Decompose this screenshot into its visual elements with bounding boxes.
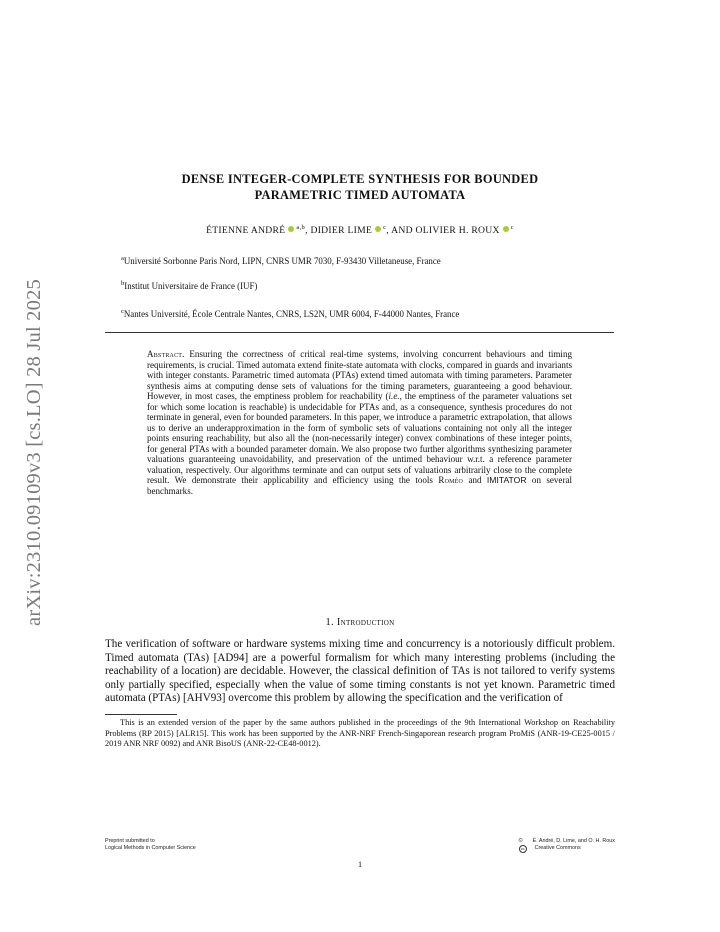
intro-text: The verification of software or hardware systems mixing time and concurrency is a notoriously difficult problem. Timed automata (TAs) [AD94] are a powerful formalism for which many interesting problems (including the reachability of a location) are decidable. However, the classical definition of TAs is not tailored to verify systems only partially specified, especially when the value of some timing constants is not yet known. Parametric timed automata (PTAs) [AHV93] overcome this problem by allowing the specification and the verification of <box>105 638 615 705</box>
footnote <box>105 718 615 750</box>
affiliation-mark: b <box>121 280 125 287</box>
arxiv-stamp <box>14 262 54 642</box>
affiliation-b <box>121 280 257 291</box>
license-block <box>519 838 615 853</box>
author-andre-affil: a,b <box>296 224 306 231</box>
affiliation-mark: a <box>121 255 124 262</box>
abstract-ie: i.e. <box>388 391 400 401</box>
abstract-label: Abstract. <box>147 349 185 359</box>
affiliation-text: Nantes Université, École Centrale Nantes, CNRS, LS2N, UMR 6004, F-44000 Nantes, France <box>123 308 460 319</box>
orcid-icon[interactable] <box>503 226 509 232</box>
license-authors: É. André, D. Lime, and O. H. Roux <box>532 838 615 844</box>
abstract-and: and <box>463 475 487 485</box>
affiliation-text: Institut Universitaire de France (IUF) <box>124 280 258 291</box>
title-line-2: PARAMETRIC TIMED AUTOMATA <box>254 188 466 202</box>
abstract-text-2: , the emptiness of the parameter valuations set for which some location is reachable) is undecidable for PTAs and, as a consequence, synthesis procedures do not terminate in general, even for bounded parameters. In this paper, we introduce a parametric extrapolation, that allows us to derive an underapproximation in the form of symbolic sets of valuations containing not only all the integer points ensuring reachability, but also all the (non-necessarily integer) convex combinations of these integer points, for general PTAs with a bounded parameter domain. We also propose two further algorithms synthesizing parameter valuations guaranteeing unavoidability, and preservation of the untimed behaviour w.r.t. a reference parameter valuation, respectively. Our algorithms terminate and can output sets of valuations arbitrarily close to the complete result. We demonstrate their applicability and efficiency using the tools <box>147 391 572 485</box>
title-line-1: DENSE INTEGER-COMPLETE SYNTHESIS FOR BOUNDED <box>181 172 539 186</box>
affiliation-c <box>121 308 459 319</box>
orcid-icon[interactable] <box>375 226 381 232</box>
abstract-text-1: Ensuring the correctness of critical real-time systems, involving concurrent behaviours and timing requirements, is crucial. Timed automata extend finite-state automata with clocks, compared in guards and invariants with integer constants. Parametric timed automata (PTAs) extend timed automata with timing parameters. Parameter synthesis aims at computing dense sets of valuations for the timing parameters, guaranteeing a good behaviour. However, in most cases, the emptiness problem for reachability ( <box>147 349 572 401</box>
copyright-icon: © <box>518 838 523 844</box>
affiliation-text: Université Sorbonne Paris Nord, LIPN, CNRS UMR 7030, F-93430 Villetaneuse, France <box>123 255 441 266</box>
intro-paragraph <box>105 638 615 706</box>
author-roux-affil: c <box>510 224 514 231</box>
author-lime-affil: c <box>383 224 387 231</box>
creative-commons-icon: cc <box>519 845 527 853</box>
arxiv-stamp-text: arXiv:2310.09109v3 [cs.LO] 28 Jul 2025 <box>22 278 45 626</box>
page-number: 1 <box>357 860 363 869</box>
abstract <box>147 349 572 496</box>
preprint-notice <box>105 838 196 851</box>
author-andre: ÉTIENNE ANDRÉ <box>206 225 286 237</box>
license-text[interactable]: Creative Commons <box>534 844 581 851</box>
section-number: 1. <box>325 617 334 628</box>
footnote-divider <box>105 714 177 715</box>
section-heading <box>105 617 615 628</box>
preprint-journal: Logical Methods in Computer Science <box>105 844 196 851</box>
tool-imitator: IMITATOR <box>486 475 527 485</box>
author-lime: , DIDIER LIME <box>305 225 373 237</box>
affiliation-mark: c <box>121 308 124 315</box>
tool-romeo: Roméo <box>438 475 464 485</box>
orcid-icon[interactable] <box>288 226 294 232</box>
author-roux: , AND OLIVIER H. ROUX <box>386 225 500 237</box>
abstract-text-3: on several benchmarks. <box>147 475 572 496</box>
paper-title <box>105 171 615 203</box>
section-title-text: Introduction <box>336 617 395 628</box>
affiliation-a <box>121 255 441 266</box>
preprint-line-1: Preprint submitted to <box>105 838 155 844</box>
footnote-text: This is an extended version of the paper by the same authors published in the proceedings of the 9th International Workshop on Reachability Problems (RP 2015) [ALR15]. This work has been supported by the ANR-NRF French-Singaporean research program ProMiS (ANR-19-CE25-0015 / 2019 ANR NRF 0092) and ANR BisoUS (ANR-22-CE48-0012). <box>105 718 615 749</box>
author-list <box>105 224 615 236</box>
header-divider <box>105 332 614 333</box>
